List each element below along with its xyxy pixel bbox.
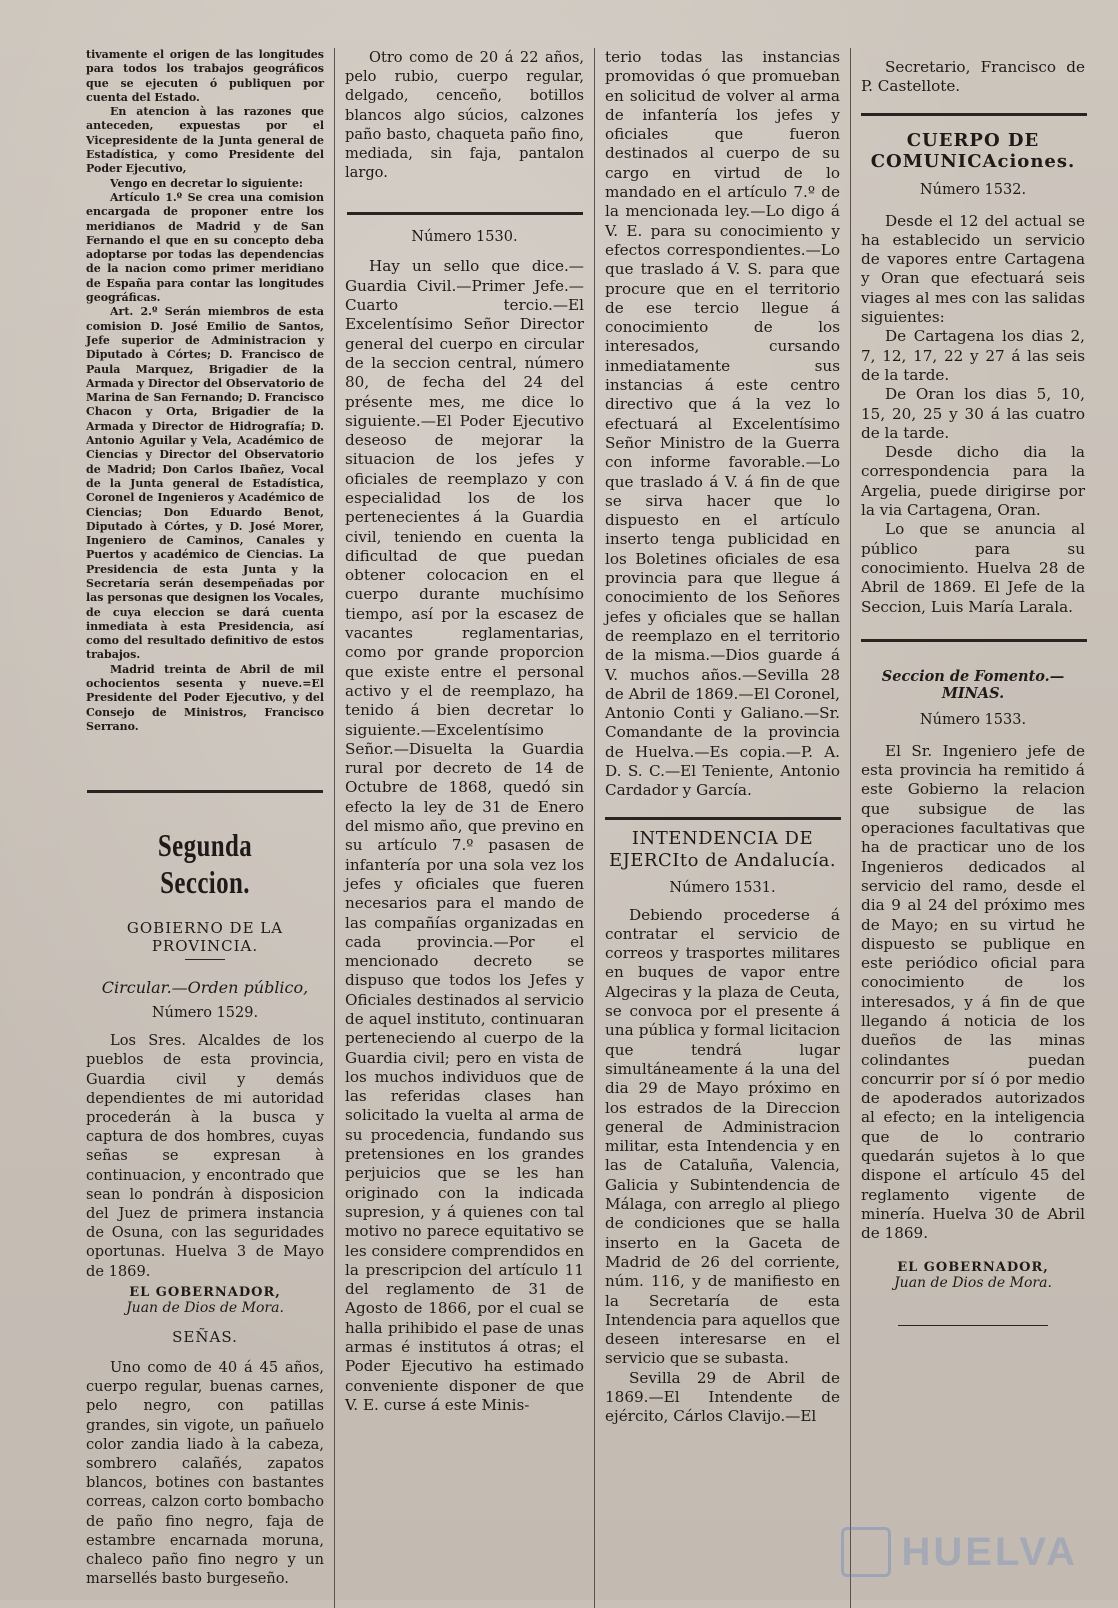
paragraph: El Sr. Ingeniero jefe de esta provincia ha remitido á este Gobierno la relacion que subsigue de las operaciones facultativas que ha de practicar uno de los Ingenieros dedicados al servicio del ramo, desde el dia 9 al 24 del próximo mes de Mayo; en su virtud he dispuesto se publique en este periódico oficial para conocimiento de los interesados, y á fin de que llegando á noticia de los dueños de las minas colindantes puedan concurrir por sí ó por medio de apoderados autorizados al efecto; en la inteligencia que de lo contrario quedarán sujetos à lo que dispone el artículo 45 del reglamento vigente de minería. Huelva 30 de Abril de 1869.: [861, 741, 1085, 1243]
paragraph: De Cartagena los dias 2, 7, 12, 17, 22 y 27 á las seis de la tarde.: [861, 327, 1085, 384]
notice-number: Número 1532.: [919, 181, 1027, 198]
column-3: [594, 48, 850, 1608]
paragraph: Debiendo procederse á contratar el servicio de correos y trasportes militares en buques de vapor entre Algeciras y la plaza de Ceuta, se convoca por el presente á una pública y formal licitacion que tendrá lugar simultáneamente á la una del dia 29 de Mayo próximo en los estrados de la Direccion general de Administracion militar, esta Intendencia y en las de Cataluña, Valencia, Galicia y Subintendencia de Málaga, con arreglo al pliego de condiciones que se halla inserto en la Gaceta de Madrid de 26 del corriente, núm. 116, y de manifiesto en la Secretaría de esta Intendencia para aquellos que deseen interesarse en el servicio que se subasta.: [605, 905, 840, 1368]
paragraph: terio todas las instancias promovidas ó que promueban en solicitud de volver al arma de infantería los jefes y oficiales que fueron destinados al cuerpo de su cargo en virtud de lo mandado en el artículo 7.º de la mencionada ley.—Lo digo á V. E. para su conocimiento y efectos correspondientes.—Lo que traslado á V. S. para que procure que en el territorio de ese tercio llegue á conocimiento de los interesados, cursando inmediatamente sus instancias á este centro directivo que á la vez lo efectuará al Excelentísimo Señor Ministro de la Guerra con informe favorable.—Lo que traslado á V. á fin de que se sirva hacer que lo dispuesto en el artículo inserto tenga publicidad en los Boletines oficiales de esa provincia para que llegue á conocimiento de los Señores jefes y oficiales que se hallan de reemplazo en el territorio de la misma.—Dios guarde á V. muchos años.—Sevilla 28 de Abril de 1869.—El Coronel, Antonio Conti y Galiano.—Sr. Comandante de la provincia de Huelva.—Es copia.—P. A. D. S. C.—El Teniente, Antonio Cardador y García.: [605, 48, 840, 800]
government-heading: GOBIERNO DE LA PROVINCIA.: [126, 919, 284, 956]
paragraph: Vengo en decretar lo siguiente:: [110, 176, 303, 190]
archive-watermark: [778, 1522, 1078, 1582]
paragraph: Desde el 12 del actual se ha establecido un servicio de vapores entre Cartagena y Oran que efectuará seis viages al mes con las salidas siguientes:: [861, 211, 1085, 327]
fomento-heading: Seccion de Fomento.— MINAS.: [881, 667, 1065, 702]
signature-title: EL GOBERNADOR,: [897, 1259, 1049, 1275]
separator: [861, 113, 1087, 116]
watermark-text: HUELVA: [901, 1529, 1078, 1574]
paragraph: Madrid treinta de Abril de mil ochocientos sesenta y nueve.=El Presidente del Poder Ejecutivo, y del Consejo de Ministros, Francisco Serrano.: [86, 662, 324, 733]
separator: [87, 790, 323, 793]
notice-number: Número 1530.: [411, 229, 518, 246]
intendencia-heading: INTENDENCIA DE EJERCIto de Andalucía.: [608, 827, 837, 871]
column-2: [334, 48, 594, 1608]
paragraph: Artículo 1.º Se crea una comision encargada de proponer entre los meridianos de Madrid y de San Fernando el que en su concepto deba adoptarse por todas las dependencias de la nacion como primer meridiano de España para contar las longitudes geográficas.: [86, 190, 324, 305]
column-1: [76, 48, 334, 1608]
senas-heading: SEÑAS.: [172, 1327, 238, 1346]
paragraph: Lo que se anuncia al público para su conocimiento. Huelva 28 de Abril de 1869. El Jefe de la Seccion, Luis María Larala.: [861, 520, 1085, 616]
paragraph: De Oran los dias 5, 10, 15, 20, 25 y 30 á las cuatro de la tarde.: [861, 385, 1085, 442]
paragraph: Uno como de 40 á 45 años, cuerpo regular, buenas carnes, pelo negro, con patillas grandes, sin vigote, un pañuelo color zandia liado à la cabeza, sombrero calañés, zapatos blancos, botines con bastantes correas, calzon corto bombacho de paño fino negro, faja de estambre encarnada moruna, chaleco paño fino negro y un marsellés basto burgeseño.: [86, 1358, 324, 1588]
paragraph: Hay un sello que dice.—Guardia Civil.—Primer Jefe.—Cuarto tercio.—El Excelentísimo Señor Director general del cuerpo en circular de la seccion central, número 80, de fecha del 24 del présente mes, me dice lo siguiente.—El Poder Ejecutivo deseoso de mejorar la situacion de los jefes y oficiales de reemplazo y con especialidad los de los pertenecientes á la Guardia civil, teniendo en cuenta la dificultad de que puedan obtener colocacion en el cuerpo durante muchísimo tiempo, así por la escasez de vacantes reglamentarias, como por grande proporcion que existe entre el personal activo y el de reemplazo, ha tenido á bien decretar lo siguiente.—Excelentísimo Señor.—Disuelta la Guardia rural por decreto de 14 de Octubre de 1868, quedó sin efecto la ley de 31 de Enero del mismo año, que previno en su artículo 7.º pasasen de infantería por una sola vez los jefes y oficiales que fueren necesarios para el mando de las compañías organizadas en cada provincia.—Por el mencionado decreto se dispuso que todos los Jefes y Oficiales destinados al servicio de aquel instituto, continuaran perteneciendo al cuerpo de la Guardia civil; pero en vista de los muchos individuos que de las referidas clases han solicitado la vuelta al arma de su procedencia, fundando sus pretensiones en los grandes perjuicios que se les han originado con la indicada supresion, y á quienes con tal motivo no parece equitativo se les considere comprendidos en la prescripcion del artículo 11 del reglamento de 31 de Agosto de 1866, por el cual se halla prihibido el pase de unas armas é institutos á otras; el Poder Ejecutivo ha estimado conveniente disponer de que V. E. curse á este Minis-: [345, 257, 584, 1414]
separator: [898, 1325, 1048, 1326]
notice-number: Número 1533.: [919, 711, 1027, 728]
separator: [185, 959, 225, 960]
paragraph: Desde dicho dia la correspondencia para la Argelia, puede dirigirse por la via Cartagena, Oran.: [861, 443, 1085, 520]
circular-heading: Circular.—Orden público,: [101, 978, 309, 998]
paragraph: tivamente el origen de las longitudes para todos los trabajos geográficos que se ejecuten ó publiquen por cuenta del Estado.: [86, 48, 324, 104]
paragraph: Art. 2.º Serán miembros de esta comision D. José Emilio de Santos, Jefe superior de Administracion y Diputado à Córtes; D. Francisco de Paula Marquez, Brigadier de la Armada y Director del Observatorio de Marina de San Fernando; D. Francisco Chacon y Orta, Brigadier de la Armada y Director de Hidrografía; D. Antonio Aguilar y Vela, Académico de Ciencias y Director del Observatorio de Madrid; Don Carlos Ibañez, Vocal de la Junta general de Estadística, Coronel de Ingenieros y Académico de Ciencias; Don Eduardo Benot, Diputado à Córtes, y D. José Morer, Ingeniero de Caminos, Canales y Puertos y académico de Ciencias. La Presidencia de esta Junta y la Secretaría serán desempeñadas por las personas que designen los Vocales, de cuya eleccion se dará cuenta inmediata à esta Presidencia, así como del resultado definitivo de estos trabajos.: [86, 305, 325, 662]
archive-logo-icon: [841, 1527, 891, 1577]
section-title: Segunda Seccion.: [157, 827, 253, 901]
paragraph: En atencion à las razones que anteceden, expuestas por el Vicepresidente de la Junta general de Estadística, y como Presidente del Poder Ejecutivo,: [86, 105, 324, 176]
cuerpo-heading: CUERPO DE COMUNICAciones.: [870, 129, 1076, 172]
signature-name: Juan de Dios de Mora.: [126, 1299, 284, 1316]
notice-number: Número 1529.: [151, 1005, 259, 1022]
column-4: [850, 48, 1095, 1608]
paragraph: Otro como de 20 á 22 años, pelo rubio, cuerpo regular, delgado, cenceño, botillos blancos algo súcios, calzones paño basto, chaqueta paño fino, mediada, sin faja, pantalon largo.: [345, 49, 584, 182]
signature-title: EL GOBERNADOR,: [129, 1284, 281, 1300]
columns: [76, 48, 1096, 1608]
separator: [861, 639, 1087, 642]
paragraph: Secretario, Francisco de P. Castellote.: [861, 58, 1085, 96]
paragraph: Los Sres. Alcaldes de los pueblos de esta provincia, Guardia civil y demás dependientes de mi autoridad procederán à la busca y captura de dos hombres, cuyas señas se expresan à continuacion, y encontrado que sean lo pondrán à disposicion del Juez de primera instancia de Osuna, con las seguridades oportunas. Huelva 3 de Mayo de 1869.: [86, 1032, 324, 1280]
signature-name: Juan de Dios de Mora.: [894, 1274, 1052, 1291]
separator: [347, 212, 583, 215]
paragraph: Sevilla 29 de Abril de 1869.—El Intendente de ejército, Cárlos Clavijo.—El: [605, 1368, 840, 1426]
notice-number: Número 1531.: [669, 879, 776, 896]
separator: [605, 817, 841, 820]
